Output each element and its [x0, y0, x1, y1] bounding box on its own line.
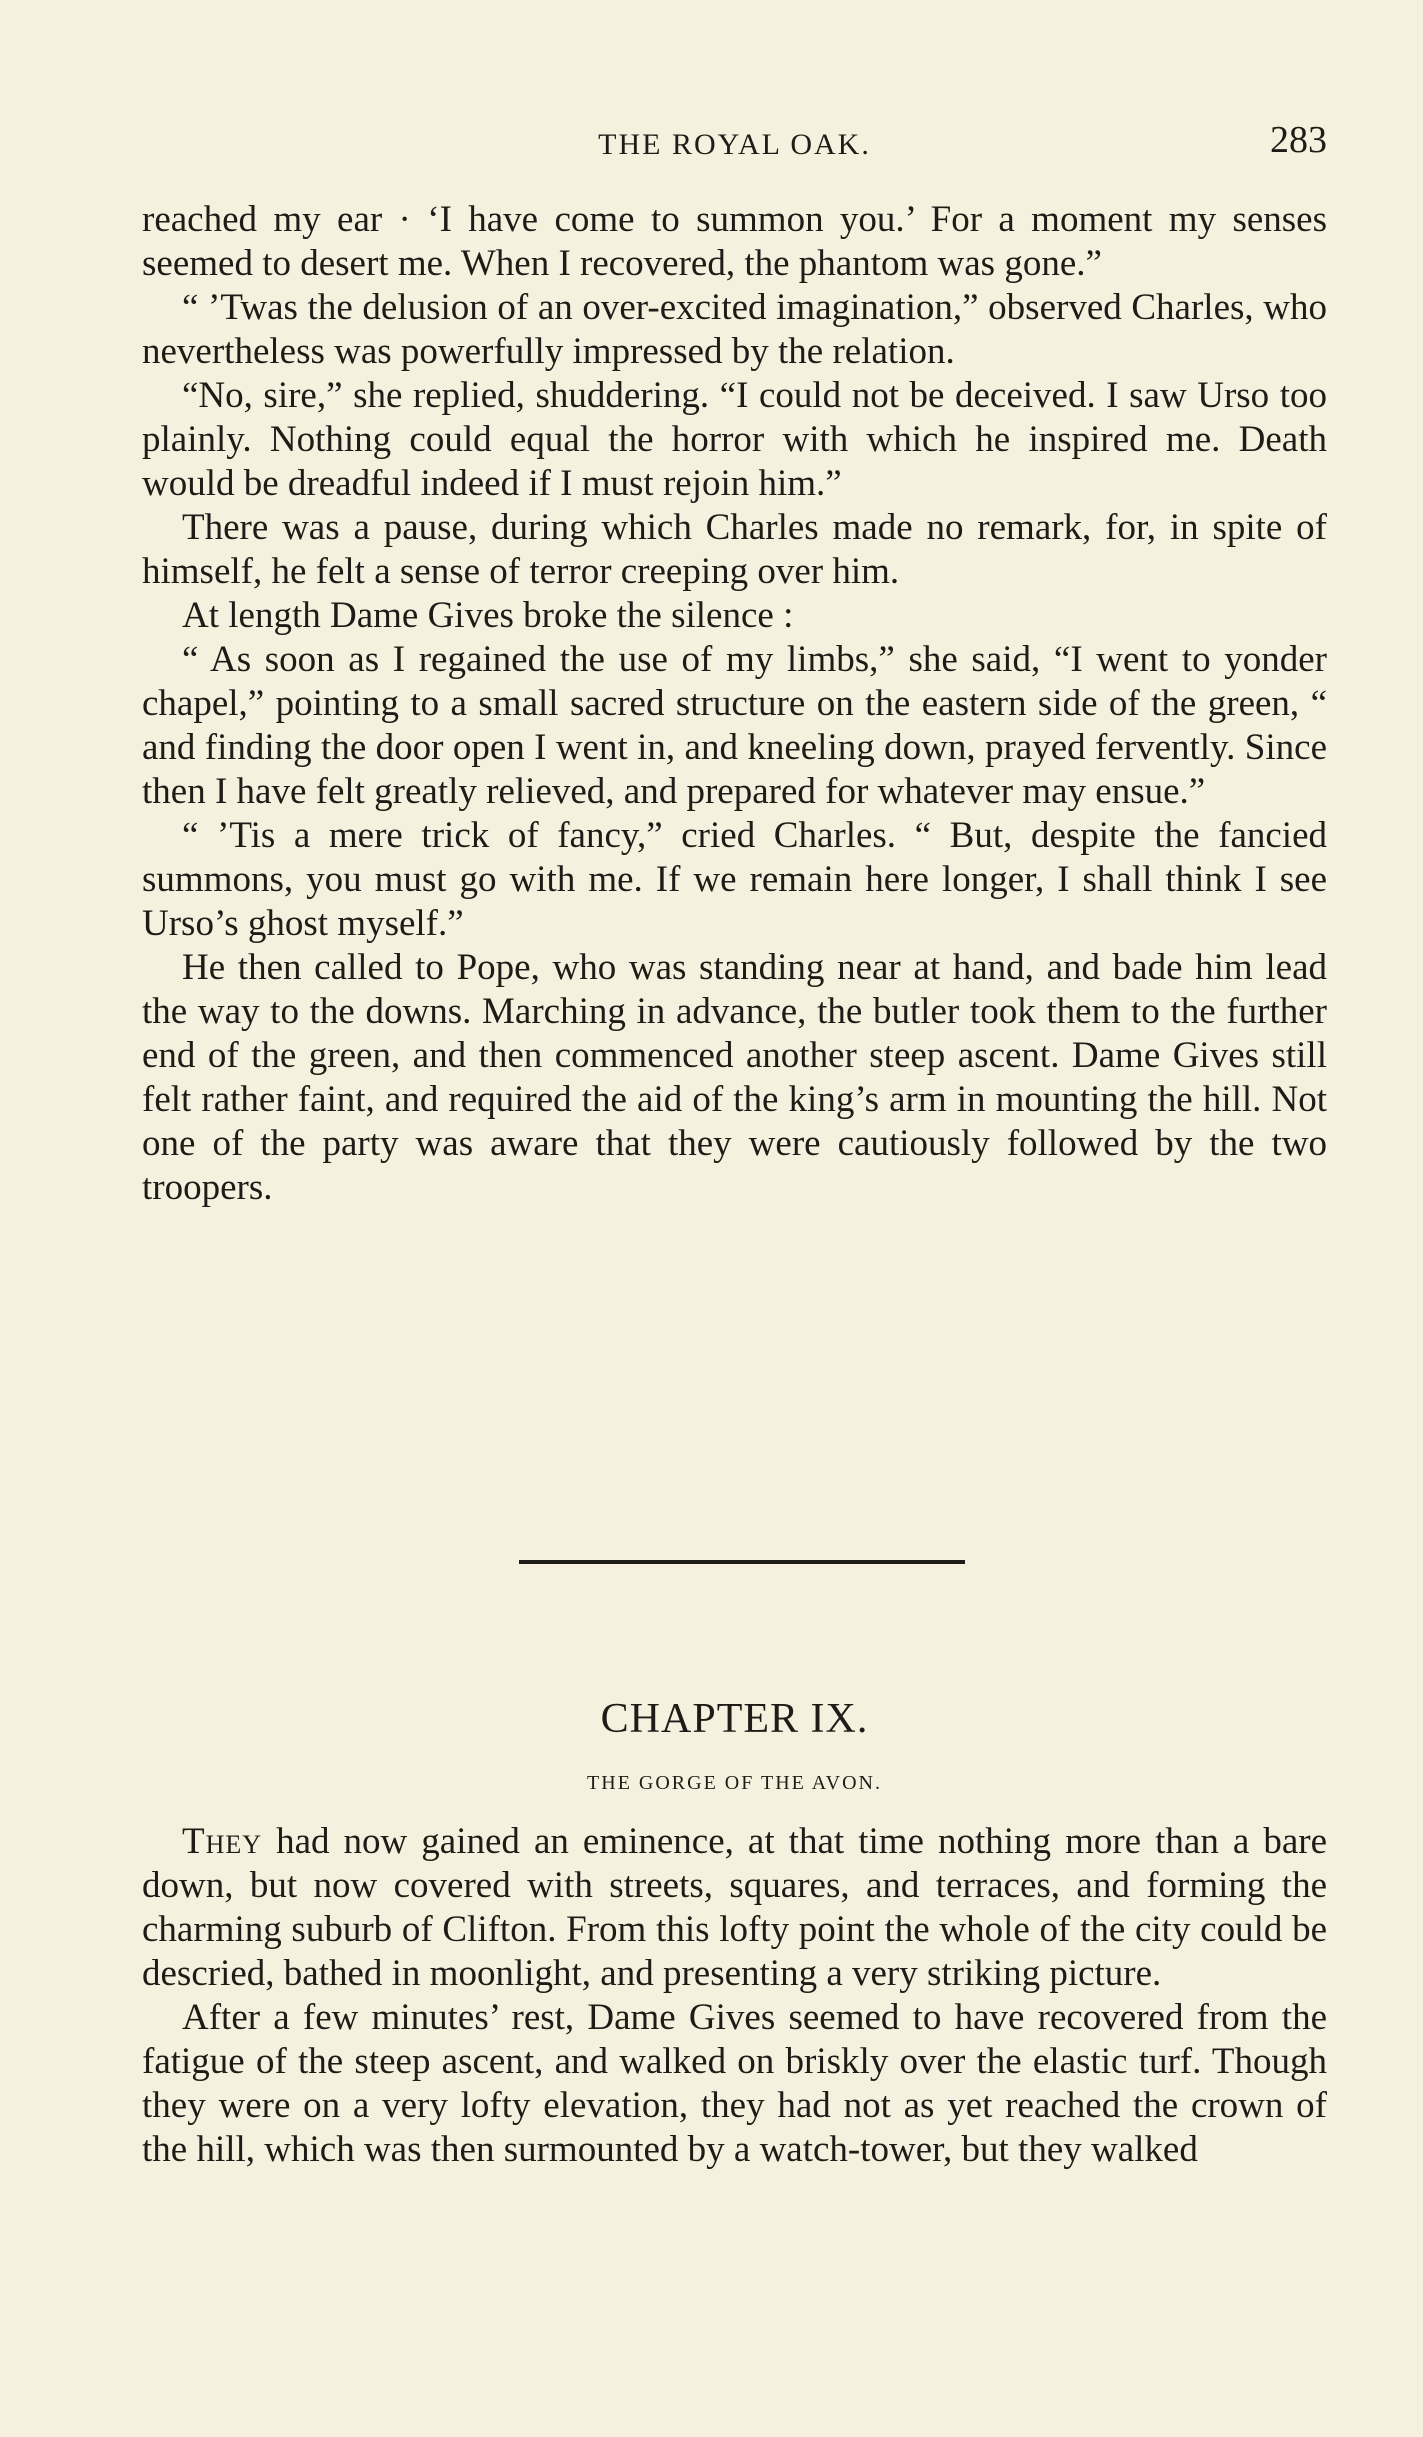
chapter-subtitle: THE GORGE OF THE AVON. — [587, 1772, 882, 1794]
running-title: THE ROYAL OAK. — [598, 128, 871, 161]
chapter-opening-paragraph — [142, 1820, 1327, 1996]
paragraph: “ As soon as I regained the use of my limbs,” she said, “I went to yonder chapel,” pointing to a small sacred structure on the eastern side of the green, “ and finding the door open I went in, and kneeling down, prayed fervently. Since then I have felt greatly relieved, and prepared for whatever may ensue.” — [142, 639, 1327, 812]
paragraph: He then called to Pope, who was standing near at hand, and bade him lead the way to the downs. Marching in advance, the butler took them to the further end of the green, and then commenced another steep ascent. Dame Gives still felt rather faint, and required the aid of the king’s arm in mounting the hill. Not one of the party was aware that they were cautiously followed by the two troopers. — [142, 947, 1327, 1208]
chapter-text — [142, 1820, 1327, 2172]
paragraph: “No, sire,” she replied, shuddering. “I could not be deceived. I saw Urso too plainly. Nothing could equal the horror with which he inspired me. Death would be dreadful indeed if I must rejoin him.” — [142, 375, 1327, 504]
page-number: 283 — [1270, 119, 1327, 161]
opening-text: had now gained an eminence, at that time nothing more than a bare down, but now covered with streets, squares, and terraces, and forming the charming suburb of Clifton. From this lofty point the whole of the city could be descried, bathed in moonlight, and presenting a very striking picture. — [142, 1821, 1327, 1994]
paragraph: reached my ear · ‘I have come to summon you.’ For a moment my senses seemed to desert me. When I recovered, the phantom was gone.” — [142, 199, 1327, 284]
running-head — [142, 118, 1327, 168]
section-divider — [519, 1560, 965, 1564]
opening-word: They — [182, 1821, 263, 1862]
paragraph: At length Dame Gives broke the silence : — [182, 595, 794, 636]
paragraph: “ ’Twas the delusion of an over-excited imagination,” observed Charles, who nevertheless was powerfully impressed by the relation. — [142, 287, 1327, 372]
paragraph: There was a pause, during which Charles made no remark, for, in spite of himself, he felt a sense of terror creeping over him. — [142, 507, 1327, 592]
paragraph: “ ’Tis a mere trick of fancy,” cried Charles. “ But, despite the fancied summons, you must go with me. If we remain here longer, I shall think I see Urso’s ghost myself.” — [142, 815, 1327, 944]
chapter-heading: CHAPTER IX. — [600, 1696, 869, 1742]
paragraph: After a few minutes’ rest, Dame Gives seemed to have recovered from the fatigue of the steep ascent, and walked on briskly over the elastic turf. Though they were on a very lofty elevation, they had not as yet reached the crown of the hill, which was then surmounted by a watch-tower, but they walked — [142, 1997, 1327, 2170]
body-text — [142, 198, 1327, 1210]
